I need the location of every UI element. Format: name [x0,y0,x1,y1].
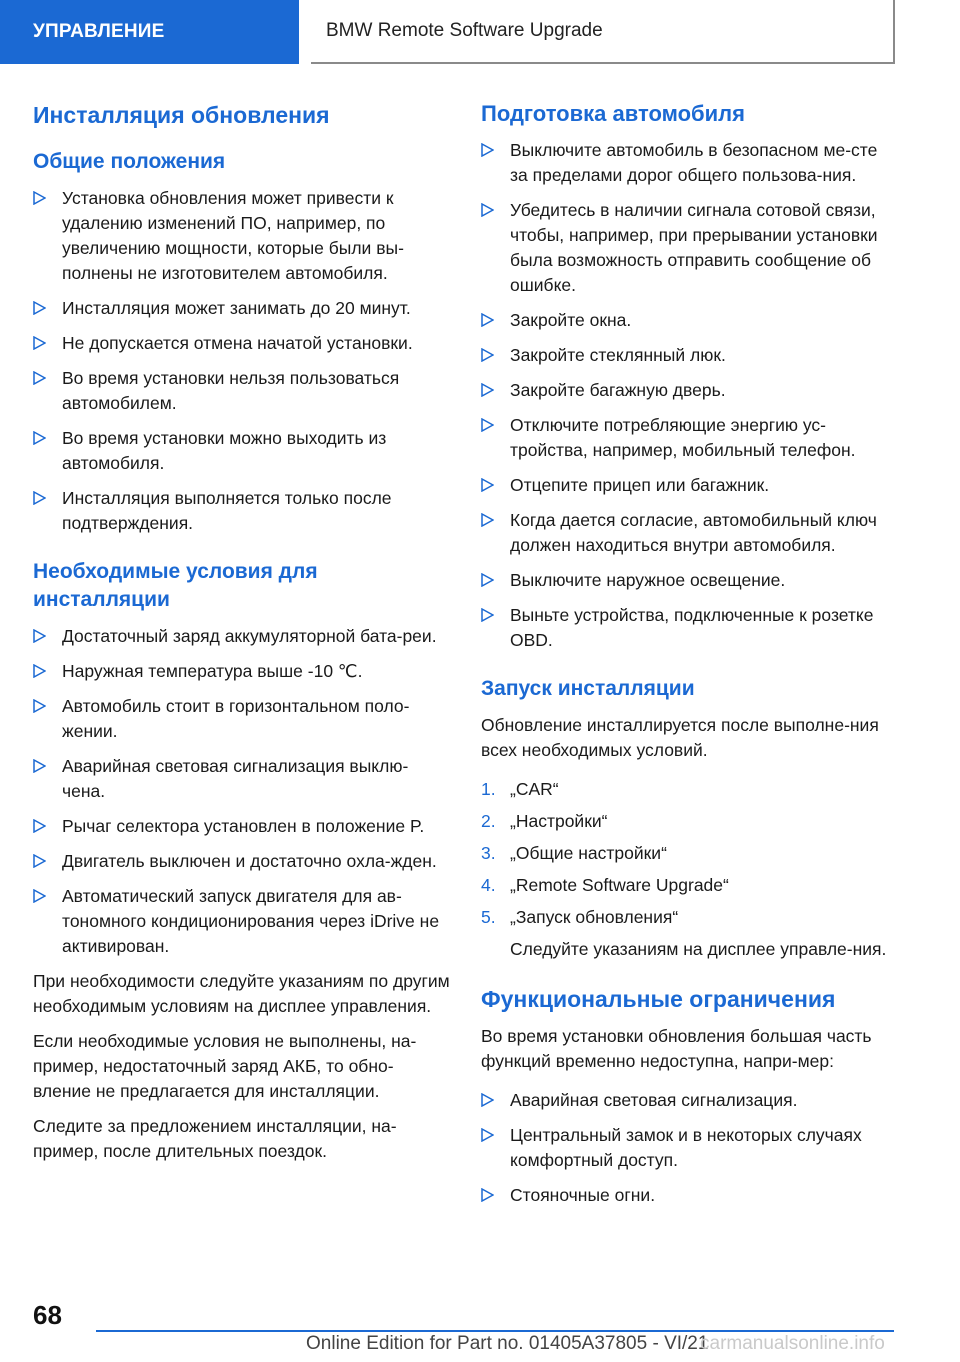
step-text: „Запуск обновления“ [510,907,679,927]
footer-edition: Online Edition for Part no. 01405A37805 - VI/21 [306,1333,709,1354]
list-item [481,508,899,558]
triangle-bullet-icon [33,854,46,868]
step-item [481,905,899,930]
triangle-bullet-icon [33,336,46,350]
triangle-bullet-icon [481,143,494,157]
requirements-heading: Необходимые условия для инсталляции [33,560,318,611]
list-item [33,296,451,321]
triangle-bullet-icon [33,819,46,833]
general-list [33,186,451,536]
triangle-bullet-icon [33,664,46,678]
list-item [481,413,899,463]
list-item-text: Достаточный заряд аккумуляторной бата-реи. [62,626,437,646]
step-number: 4. [481,875,496,895]
document-title: BMW Remote Software Upgrade [326,20,603,41]
list-item-text: Отцепите прицеп или багажник. [510,475,770,495]
header-section-label [0,0,299,64]
paragraph: При необходимости следуйте указаниям по другим необходимым условиям на дисплее управления. [33,971,450,1016]
list-item [481,1183,899,1208]
triangle-bullet-icon [481,1188,494,1202]
limits-heading: Функциональные ограничения [481,986,836,1012]
step-item [481,873,899,898]
list-item-text: Наружная температура выше -10 ℃. [62,661,363,681]
step-item [481,809,899,834]
step-text: „Общие настройки“ [510,843,667,863]
list-item-text: Инсталляция выполняется только после подтверждения. [62,488,392,533]
footer-watermark: carmanualsonline.info [700,1333,885,1354]
list-item-text: Закройте стеклянный люк. [510,345,726,365]
triangle-bullet-icon [33,759,46,773]
list-item-text: Аварийная световая сигнализация. [510,1090,798,1110]
right-column [481,100,899,1230]
footer-divider [96,1330,894,1332]
list-item [481,378,899,403]
list-item-text: Закройте окна. [510,310,632,330]
list-item [33,426,451,476]
list-item [481,568,899,593]
paragraph: Обновление инсталлируется после выполне-ния всех необходимых условий. [481,715,879,760]
list-item [481,1123,899,1173]
list-item [33,754,451,804]
requirements-list [33,624,451,959]
section-name: УПРАВЛЕНИЕ [33,21,165,42]
list-item [33,659,451,684]
list-item-text: Установка обновления может привести к удалению изменений ПО, например, по увеличению мощности, которые были вы-полнены не изготовителем автомобиля. [62,188,404,283]
step-number: 3. [481,843,496,863]
paragraph: Во время установки обновления большая часть функций временно недоступна, напри-мер: [481,1026,872,1071]
list-item-text: Рычаг селектора установлен в положение P. [62,816,425,836]
triangle-bullet-icon [33,191,46,205]
triangle-bullet-icon [481,348,494,362]
list-item [33,186,451,286]
triangle-bullet-icon [481,1128,494,1142]
list-item-text: Выньте устройства, подключенные к розетке OBD. [510,605,874,650]
triangle-bullet-icon [33,371,46,385]
list-item [481,603,899,653]
triangle-bullet-icon [33,629,46,643]
list-item-text: Автоматический запуск двигателя для ав-тономного кондиционирования через iDrive не активирован. [62,886,440,956]
list-item [33,624,451,649]
list-item-text: Двигатель выключен и достаточно охла-жден. [62,851,437,871]
paragraph: Если необходимые условия не выполнены, на-пример, недостаточный заряд АКБ, то обно-вление не предлагается для инсталляции. [33,1031,417,1101]
page-number: 68 [33,1300,62,1330]
list-item-text: Выключите наружное освещение. [510,570,786,590]
list-item [481,138,899,188]
triangle-bullet-icon [33,699,46,713]
triangle-bullet-icon [481,608,494,622]
step-text: „CAR“ [510,779,559,799]
list-item-text: Аварийная световая сигнализация выклю-чена. [62,756,409,801]
preparation-heading: Подготовка автомобиля [481,101,745,126]
start-heading: Запуск инсталляции [481,677,695,700]
step-number: 5. [481,907,496,927]
general-heading: Общие положения [33,150,226,173]
triangle-bullet-icon [481,478,494,492]
paragraph: Следите за предложением инсталляции, на-пример, после длительных поездок. [33,1116,397,1161]
header-document-title [311,0,895,64]
list-item [33,486,451,536]
triangle-bullet-icon [481,418,494,432]
triangle-bullet-icon [33,301,46,315]
list-item-text: Не допускается отмена начатой установки. [62,333,413,353]
step-number: 1. [481,779,496,799]
triangle-bullet-icon [481,313,494,327]
triangle-bullet-icon [481,383,494,397]
list-item [481,198,899,298]
step-text: „Настройки“ [510,811,608,831]
preparation-list [481,138,899,653]
step-item [481,841,899,866]
triangle-bullet-icon [481,1093,494,1107]
triangle-bullet-icon [481,203,494,217]
triangle-bullet-icon [33,431,46,445]
step-item [481,777,899,802]
list-item-text: Автомобиль стоит в горизонтальном поло-жении. [62,696,410,741]
list-item-text: Во время установки нельзя пользоваться автомобилем. [62,368,400,413]
list-item [481,343,899,368]
list-item [481,308,899,333]
triangle-bullet-icon [33,889,46,903]
list-item [481,473,899,498]
steps-list [481,777,899,930]
list-item-text: Убедитесь в наличии сигнала сотовой связи, чтобы, например, при прерывании установки была возможность отправить сообщение об ошибке. [510,200,878,295]
list-item [33,366,451,416]
step-number: 2. [481,811,496,831]
list-item [33,331,451,356]
left-column [33,100,451,1174]
list-item-text: Закройте багажную дверь. [510,380,726,400]
limits-list [481,1088,899,1208]
list-item [33,849,451,874]
page-title: Инсталляция обновления [33,102,330,128]
list-item-text: Стояночные огни. [510,1185,656,1205]
list-item [481,1088,899,1113]
triangle-bullet-icon [481,513,494,527]
list-item [33,694,451,744]
paragraph: Следуйте указаниям на дисплее управле-ния. [510,939,887,959]
step-text: „Remote Software Upgrade“ [510,875,729,895]
list-item-text: Центральный замок и в некоторых случаях комфортный доступ. [510,1125,862,1170]
list-item-text: Инсталляция может занимать до 20 минут. [62,298,411,318]
list-item [33,814,451,839]
triangle-bullet-icon [481,573,494,587]
list-item-text: Выключите автомобиль в безопасном ме-сте за пределами дорог общего пользова-ния. [510,140,878,185]
list-item-text: Когда дается согласие, автомобильный ключ должен находиться внутри автомобиля. [510,510,877,555]
triangle-bullet-icon [33,491,46,505]
list-item-text: Отключите потребляющие энергию ус-тройства, например, мобильный телефон. [510,415,856,460]
list-item [33,884,451,959]
list-item-text: Во время установки можно выходить из автомобиля. [62,428,387,473]
